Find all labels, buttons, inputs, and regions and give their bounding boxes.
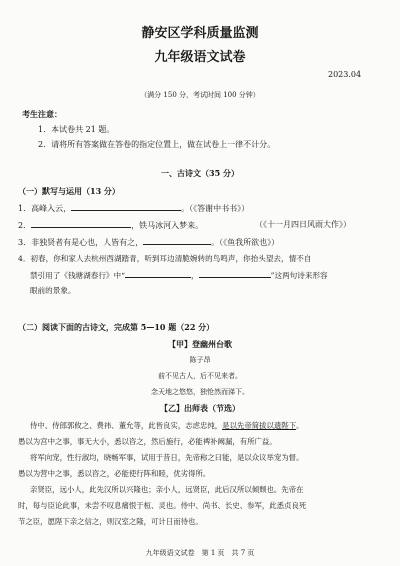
poem-line: 念天地之悠悠，独怆然而涕下。 bbox=[151, 388, 249, 396]
exam-subtitle: 九年级语文试卷 bbox=[154, 50, 246, 65]
prose-line: 将军向宠，性行淑均，晓畅军事，试用于昔日，先帝称之曰能，是以众议举宠为督。 bbox=[30, 453, 304, 462]
question-4-line1: 4．初春，你和家人去杭州西湖踏青，听到耳边清脆婉转的鸟鸣声，你抬头望去，情不自 bbox=[18, 254, 312, 263]
question-2-text: ，铁马冰河入梦来。 bbox=[131, 221, 204, 230]
answer-blank bbox=[71, 202, 181, 211]
prose-line: 亲贤臣，远小人，此先汉所以兴隆也；亲小人，远贤臣，此后汉所以倾颓也。先帝在 bbox=[30, 485, 304, 494]
prose-line: 愚以为营中之事，悉以咨之，必能使行阵和睦，优劣得所。 bbox=[18, 469, 211, 478]
prose-title: 【乙】出师表（节选） bbox=[160, 403, 240, 413]
part1-title: （一）默写与运用（13 分） bbox=[18, 186, 120, 196]
question-4-line3: 眼前的景象。 bbox=[30, 286, 76, 295]
question-3 bbox=[18, 236, 279, 248]
exam-date: 2023.04 bbox=[328, 70, 362, 79]
page-footer: 九年级语文试卷 第 1 页 共 7 页 bbox=[145, 549, 255, 557]
question-2 bbox=[18, 219, 203, 231]
notice-label: 考生注意： bbox=[22, 109, 62, 119]
prose-text: 。 bbox=[296, 421, 304, 430]
notice-item: 1．本试卷共 21 题。 bbox=[38, 125, 115, 134]
prose-line: 愚以为宫中之事，事无大小，悉以咨之，然后施行，必能裨补阙漏，有所广益。 bbox=[18, 437, 277, 446]
part2-title: （二）阅读下面的古诗文，完成第 5—10 题（22 分） bbox=[18, 322, 215, 332]
answer-blank bbox=[31, 219, 131, 228]
answer-blank bbox=[143, 236, 211, 245]
question-1-text: 1．高峰入云， bbox=[18, 204, 72, 213]
question-4-text-b: ， bbox=[191, 271, 199, 280]
question-2-number: 2． bbox=[18, 221, 32, 230]
question-4-text-c: ”这两句诗来形容 bbox=[270, 271, 328, 280]
answer-blank bbox=[125, 269, 191, 278]
prose-line: 时，每与臣论此事，未尝不叹息痛恨于桓、灵也。侍中、尚书、长史、参军，此悉贞良死 bbox=[18, 501, 307, 510]
question-2-source: （《十一月四日风雨大作》） bbox=[255, 220, 351, 229]
prose-underlined-sentence: 是以先帝简拔以遗陛下 bbox=[222, 421, 297, 430]
section1-title: 一、古诗文（35 分） bbox=[161, 168, 239, 178]
prose-line: 节之臣，愿陛下亲之信之，则汉室之隆，可计日而待也。 bbox=[18, 517, 203, 526]
exam-info: （满分 150 分，考试时间 100 分钟） bbox=[140, 91, 260, 99]
question-4-text-a: 禁引用了《钱塘湖春行》中“ bbox=[30, 271, 126, 280]
question-3-text: 3．非独贤者有是心也，人皆有之， bbox=[18, 238, 144, 247]
question-1 bbox=[18, 202, 249, 214]
poem-title: 【甲】登幽州台歌 bbox=[168, 339, 232, 349]
prose-text: 侍中、侍郎郭攸之、费祎、董允等，此皆良实，志虑忠纯， bbox=[30, 421, 223, 430]
poem-author: 陈子昂 bbox=[189, 356, 211, 364]
notice-item: 2．请将所有答案做在答卷的指定位置上，做在试卷上一律不计分。 bbox=[38, 140, 276, 149]
answer-blank bbox=[199, 269, 271, 278]
question-4-line2 bbox=[30, 269, 328, 281]
exam-title: 静安区学科质量监测 bbox=[141, 26, 259, 41]
prose-line bbox=[30, 418, 304, 434]
poem-line: 前不见古人，后不见来者。 bbox=[158, 372, 242, 380]
question-1-source: 。（《答谢中书书》） bbox=[181, 204, 250, 213]
question-3-source: 。（《鱼我所欲也》） bbox=[211, 238, 280, 247]
